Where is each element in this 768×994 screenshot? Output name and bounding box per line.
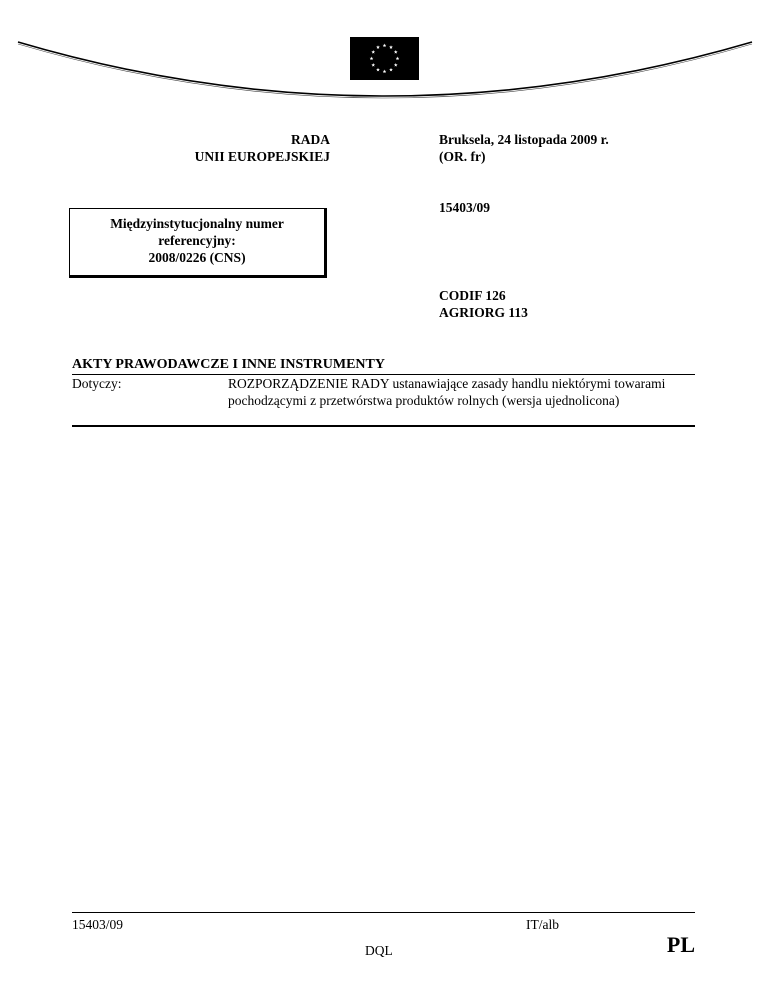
reference-line1: Międzyinstytucjonalny numer bbox=[110, 216, 284, 231]
footer-department: DQL bbox=[365, 943, 393, 958]
reference-line2: referencyjny: bbox=[158, 233, 236, 248]
code-agriorg: AGRIORG 113 bbox=[439, 305, 528, 320]
subject-label: Dotyczy: bbox=[72, 376, 122, 391]
place-date: Bruksela, 24 listopada 2009 r. bbox=[439, 132, 609, 147]
eu-star-icon bbox=[371, 63, 375, 67]
section-title: AKTY PRAWODAWCZE I INNE INSTRUMENTY bbox=[72, 357, 385, 372]
eu-star-icon bbox=[394, 50, 398, 54]
eu-star-icon bbox=[389, 68, 393, 72]
document-number: 15403/09 bbox=[439, 200, 491, 215]
place-date-block bbox=[439, 131, 739, 165]
council-name bbox=[140, 131, 330, 165]
section-divider-bottom bbox=[72, 425, 695, 427]
interinstitutional-reference-box bbox=[69, 208, 327, 278]
eu-flag-icon bbox=[350, 37, 419, 80]
eu-star-icon bbox=[396, 57, 400, 61]
eu-star-icon bbox=[376, 68, 380, 72]
reference-line3: 2008/0226 (CNS) bbox=[148, 250, 246, 265]
eu-star-icon bbox=[394, 63, 398, 67]
footer-language: PL bbox=[666, 932, 695, 957]
eu-star-icon bbox=[371, 50, 375, 54]
eu-star-icon bbox=[370, 57, 374, 61]
eu-star-icon bbox=[376, 45, 380, 49]
eu-star-icon bbox=[383, 70, 387, 74]
original-language: (OR. fr) bbox=[439, 149, 486, 164]
eu-star-icon bbox=[383, 44, 387, 48]
code-codif: CODIF 126 bbox=[439, 288, 506, 303]
eu-star-icon bbox=[389, 45, 393, 49]
council-name-line1: RADA bbox=[291, 132, 330, 147]
council-name-line2: UNII EUROPEJSKIEJ bbox=[194, 149, 330, 164]
footer-document-number: 15403/09 bbox=[72, 917, 124, 932]
footer-reference: IT/alb bbox=[526, 917, 559, 932]
document-codes bbox=[439, 287, 528, 321]
subject-text: ROZPORZĄDZENIE RADY ustanawiające zasady handlu niektórymi towarami pochodzącymi z przetwórstwa produktów rolnych (wersja ujednolicona) bbox=[228, 376, 666, 408]
footer-divider bbox=[72, 912, 695, 913]
